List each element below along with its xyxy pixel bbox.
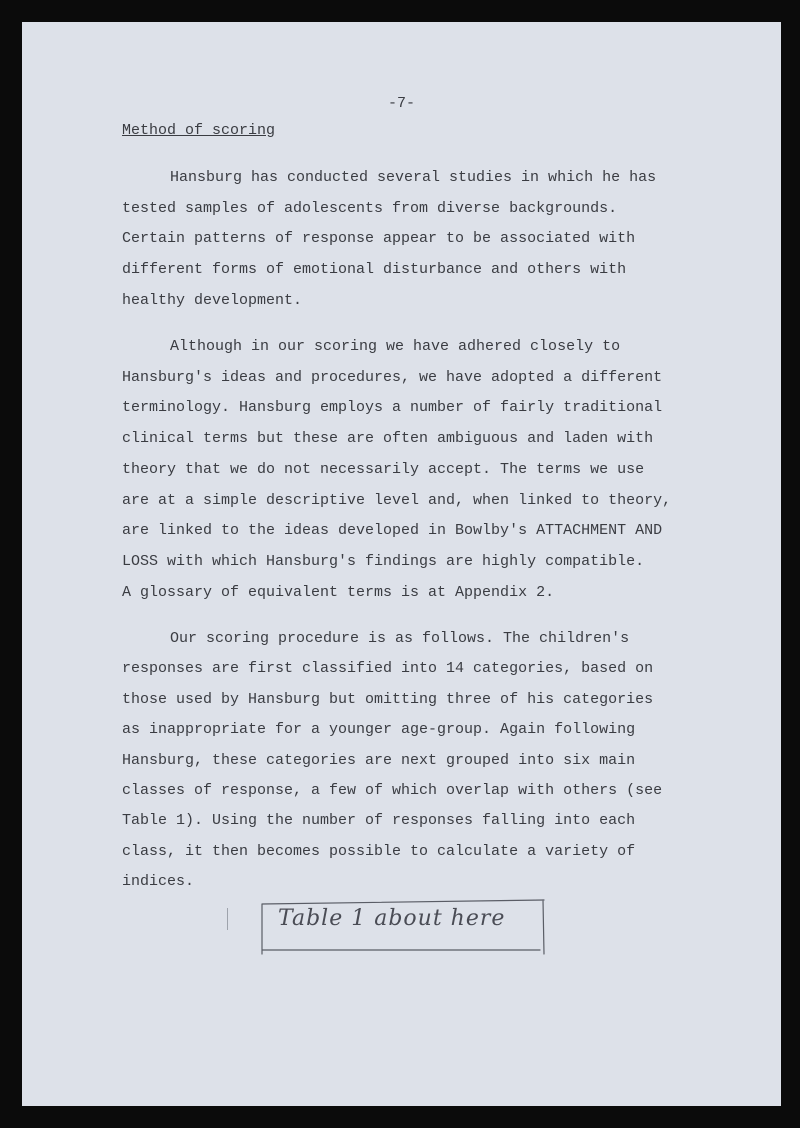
text-line: A glossary of equivalent terms is at Appendix 2. [122, 583, 555, 601]
text-line: Table 1). Using the number of responses falling into each [122, 812, 636, 830]
text-line: are at a simple descriptive level and, when linked to theory, [122, 491, 672, 509]
handwritten-annotation [260, 898, 546, 956]
document-page [22, 22, 781, 1106]
text-line: classes of response, a few of which overlap with others (see [122, 782, 663, 800]
text-line: as inappropriate for a younger age-group. Again following [122, 721, 636, 739]
text-line: terminology. Hansburg employs a number of fairly traditional [122, 399, 663, 417]
text-line: Certain patterns of response appear to be associated with [122, 230, 636, 248]
text-line: Our scoring procedure is as follows. The children's [170, 630, 630, 647]
page-number: -7- [387, 95, 415, 112]
text-line: indices. [122, 873, 195, 891]
text-line: Hansburg has conducted several studies in which he has [170, 169, 657, 186]
text-line: Hansburg, these categories are next grouped into six main [122, 751, 636, 769]
handwritten-note-text: Table 1 about here [278, 906, 506, 931]
text-line: tested samples of adolescents from diverse backgrounds. [122, 199, 618, 217]
text-line: LOSS with which Hansburg's findings are highly compatible. [122, 552, 645, 570]
text-line: responses are first classified into 14 categories, based on [122, 660, 654, 678]
text-line: class, it then becomes possible to calculate a variety of [122, 842, 636, 860]
paragraph-hansburg-studies [122, 163, 722, 317]
text-line: clinical terms but these are often ambiguous and laden with [122, 430, 654, 448]
paragraph-terminology [122, 332, 722, 608]
text-line: are linked to the ideas developed in Bowlby's ATTACHMENT AND [122, 522, 663, 540]
text-line: Although in our scoring we have adhered closely to [170, 338, 621, 355]
section-heading: Method of scoring [122, 122, 276, 139]
text-line: those used by Hansburg but omitting three of his categories [122, 690, 654, 708]
pencil-mark [227, 908, 228, 930]
paragraph-scoring-procedure [122, 624, 722, 898]
text-line: different forms of emotional disturbance and others with [122, 261, 627, 279]
text-line: Hansburg's ideas and procedures, we have adopted a different [122, 368, 663, 386]
text-line: theory that we do not necessarily accept. The terms we use [122, 460, 645, 478]
text-line: healthy development. [122, 291, 303, 309]
